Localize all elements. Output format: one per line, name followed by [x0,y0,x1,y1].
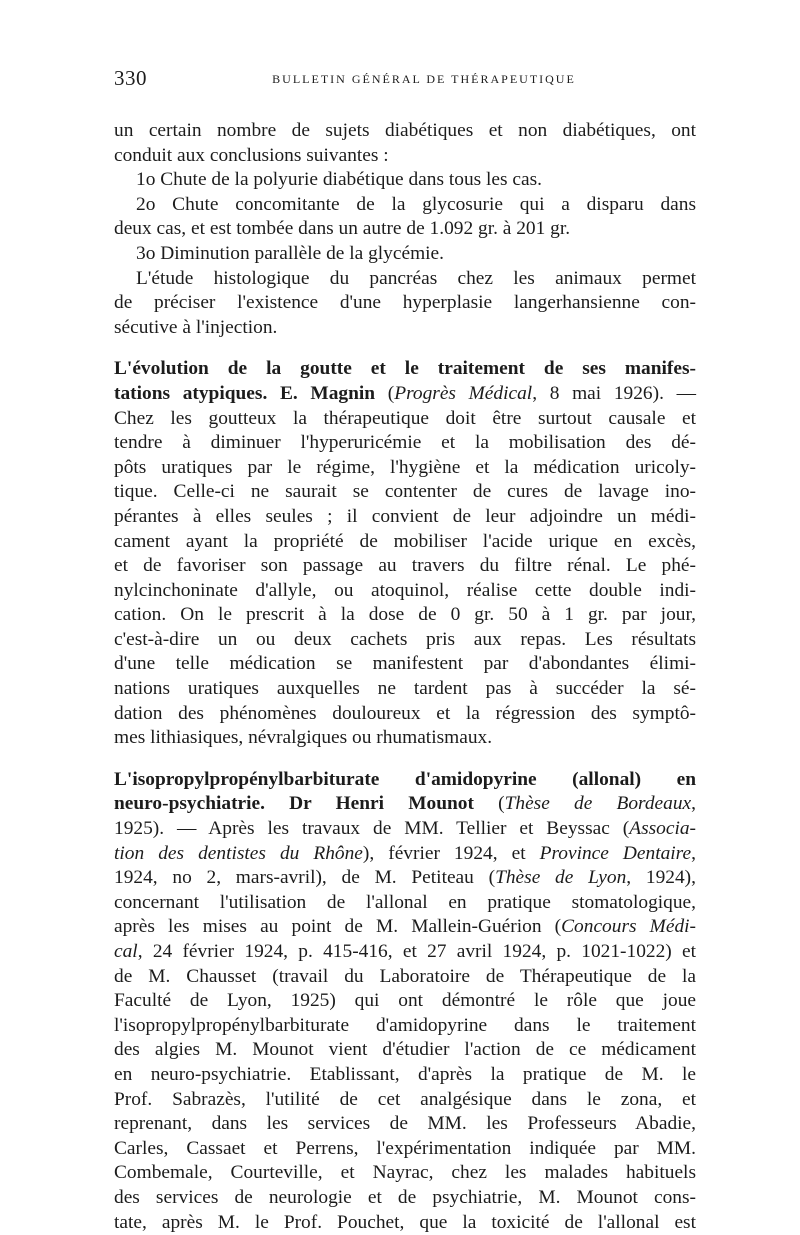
text-line: d'une telle médication se manifestent par d'abondantes élimi- [114,653,696,675]
text-line: l'isopropylpropénylbarbiturate d'amidopyrine dans le traitement [114,1014,696,1036]
text-line: tendre à diminuer l'hyperuricémie et la mobilisation des dé- [114,432,696,454]
text-line: 2o Chute concomitante de la glycosurie qui a disparu dans [136,193,696,215]
text-line: un certain nombre de sujets diabétiques et non diabétiques, ont [114,120,696,141]
text-line: dation des phénomènes douloureux et la régression des symptô- [114,702,696,724]
text-line: Carles, Cassaet et Perrens, l'expérimentation indiquée par MM. [114,1137,696,1159]
text-line: Combemale, Courteville, et Nayrac, chez les malades habituels [114,1162,696,1184]
text-line: tion des dentistes du Rhône), février 1924, et Province Dentaire, [114,842,696,864]
text-line: Faculté de Lyon, 1925) qui ont démontré le rôle que joue [114,990,696,1012]
text-line: en neuro-psychiatrie. Etablissant, d'après la pratique de M. le [114,1063,696,1085]
text-line: 3o Diminution parallèle de la glycémie. [136,242,444,264]
text-line: après les mises au point de M. Mallein-Guérion (Concours Médi- [114,916,696,938]
article-goutte [114,357,696,751]
text-line: des services de neurologie et de psychiatrie, M. Mounot cons- [114,1186,696,1208]
text-line: mes lithiasiques, névralgiques ou rhumatismaux. [114,727,493,749]
running-title: BULLETIN GÉNÉRAL DE THÉRAPEUTIQUE [272,72,576,86]
article-title: L'évolution de la goutte et le traitement de ses manifes- [114,358,696,380]
text-line: Chez les goutteux la thérapeutique doit être surtout causale et [114,407,696,429]
text-line: et de favoriser son passage au travers du filtre rénal. Le phé- [114,555,696,577]
article-title-author: neuro-psychiatrie. Dr Henri Mounot [114,793,474,815]
text-line: Prof. Sabrazès, l'utilité de cet analgésique dans le zona, et [114,1088,696,1110]
text-line: pôts uratiques par le régime, l'hygiène et la médication uricoly- [114,456,696,478]
text-line: cal, 24 février 1924, p. 415-416, et 27 avril 1924, p. 1021-1022) et [114,941,696,962]
thesis-name: Thèse de Bordeaux [504,793,692,815]
text-line: conduit aux conclusions suivantes : [114,144,389,166]
article-title-line: neuro-psychiatrie. Dr Henri Mounot (Thèse de Bordeaux, [114,793,696,815]
text-line: nylcinchoninate d'allyle, ou atoquinol, réalise cette double indi- [114,579,696,601]
text-line: de préciser l'existence d'une hyperplasie langerhansienne con- [114,292,696,314]
text-line: cation. On le prescrit à la dose de 0 gr. 50 à 1 gr. par jour, [114,604,696,626]
body-text [114,119,696,1235]
article-title: L'isopropylpropénylbarbiturate d'amidopyrine (allonal) en [114,768,696,790]
text-line: 1924, no 2, mars-avril), de M. Petiteau (Thèse de Lyon, 1924), [114,867,696,889]
text-line: cament ayant la propriété de mobiliser l'acide urique en excès, [114,530,696,552]
text-line: pérantes à elles seules ; il convient de leur adjoindre un médi- [114,505,696,527]
article-title-line: tations atypiques. E. Magnin (Progrès Médical, 8 mai 1926). — [114,382,696,404]
journal-name: Progrès Médical [394,382,533,404]
text-line: tique. Celle-ci ne saurait se contenter de cures de lavage ino- [114,481,696,503]
text-line: deux cas, et est tombée dans un autre de 1.092 gr. à 201 gr. [114,218,571,240]
text-line: 1925). — Après les travaux de MM. Tellier et Beyssac (Associa- [114,818,696,840]
text-line: des algies M. Mounot vient d'étudier l'action de ce médicament [114,1039,696,1061]
text-line: nations uratiques auxquelles ne tardent pas à succéder la sé- [114,678,696,700]
article-allonal [114,768,696,1235]
text-line: L'étude histologique du pancréas chez les animaux permet [136,267,696,289]
continued-paragraph [114,119,696,340]
page-number: 330 [114,66,147,90]
text-line: de M. Chausset (travail du Laboratoire de Thérapeutique de la [114,965,696,987]
article-title-author: tations atypiques. E. Magnin [114,382,376,404]
text-line: 1o Chute de la polyurie diabétique dans tous les cas. [136,169,543,191]
text-line: sécutive à l'injection. [114,316,278,338]
text-line: reprenant, dans les services de MM. les Professeurs Abadie, [114,1113,696,1135]
page-header [114,66,694,106]
text-line: tate, après M. le Prof. Pouchet, que la toxicité de l'allonal est [114,1211,696,1233]
text-line: concernant l'utilisation de l'allonal en pratique stomatologique, [114,891,696,913]
text-line: c'est-à-dire un ou deux cachets pris aux repas. Les résultats [114,628,696,650]
